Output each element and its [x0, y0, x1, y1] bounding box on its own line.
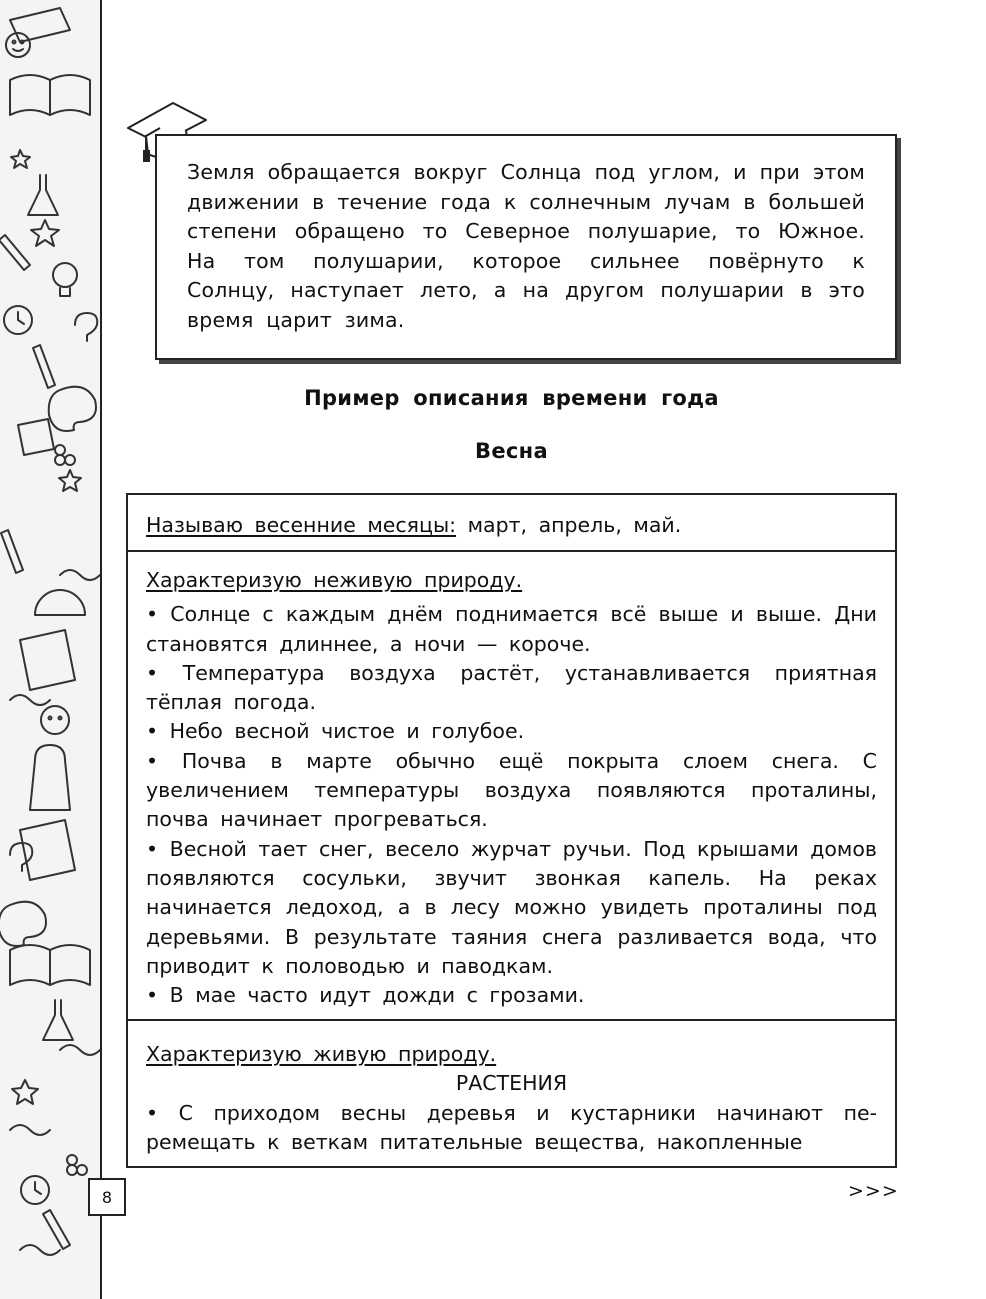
section-heading: Пример описания времени года	[304, 386, 719, 410]
subheading-plants: РАСТЕНИЯ	[455, 1071, 568, 1096]
page-number: 8	[88, 1178, 126, 1216]
info-box	[155, 134, 897, 360]
table-row-living-nature	[128, 1021, 895, 1166]
list-item: • В мае часто идут дожди с грозами.	[146, 983, 585, 1008]
continue-marker: >>>	[848, 1180, 899, 1202]
decorative-sidebar	[0, 0, 102, 1299]
list-item: • Почва в марте обычно ещё покрыта слоем снега. С увеличением температуры воздуха появляются проталины, почва начинает прогреваться.	[146, 748, 877, 832]
row-label: Характеризую неживую природу.	[146, 568, 523, 592]
row-label: Называю весенние месяцы:	[146, 513, 457, 537]
list-item: • Солнце с каждым днём поднимается всё выше и выше. Дни становятся длиннее, а ночи — короче.	[146, 602, 877, 656]
table-row-nonliving-nature	[128, 552, 895, 1021]
row-value: март, апрель, май.	[456, 513, 682, 537]
doodle-pattern-icon	[0, 0, 100, 1299]
info-box-text: Земля обращается вокруг Солнца под углом, и при этом движении в течение года к солнечным лучам в большей степени обращено то Северное полушарие, то Южное. На том полушарии, которое сильнее повёрнуто к Солнцу, наступает лето, а на другом полушарии в это время царит зима.	[187, 160, 865, 332]
list-item: • Весной тает снег, весело журчат ручьи. Под крышами домов появляются сосульки, звучит звонкая капель. На реках начинается ледоход, а в лесу можно увидеть проталины под деревьями. В результате таяния снега разливается вода, что приводит к половодью и паводкам.	[146, 836, 877, 978]
list-item: • Температура воздуха растёт, устанавливается приятная тёплая погода.	[146, 660, 877, 715]
description-table	[126, 493, 897, 1168]
list-item: • С приходом весны деревья и кустарники начинают перемещать к веткам питательные вещества, накопленные	[146, 1100, 877, 1154]
row-label: Характеризую живую природу.	[146, 1042, 497, 1066]
list-item: • Небо весной чистое и голубое.	[146, 719, 525, 744]
table-row-months	[128, 495, 895, 552]
season-heading: Весна	[475, 439, 548, 463]
